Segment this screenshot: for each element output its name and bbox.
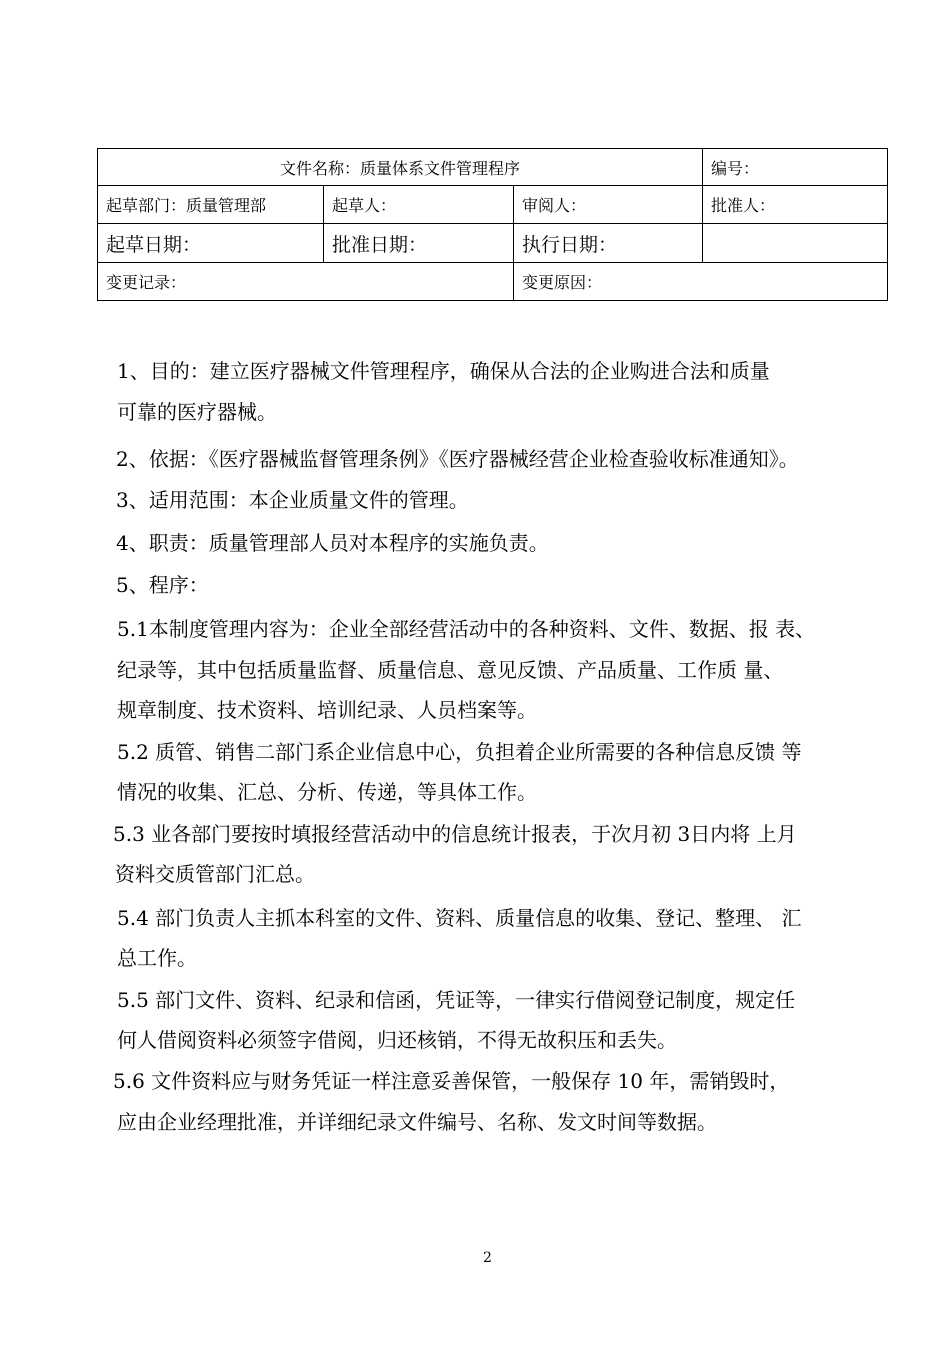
document-number-cell: 编号：: [703, 149, 888, 186]
effective-date-cell: 执行日期：: [514, 224, 703, 263]
approver-cell: 批准人：: [703, 186, 888, 224]
paragraph-line: 纪录等，其中包括质量监督、质量信息、意见反馈、产品质量、工作质 量、: [117, 658, 784, 682]
paragraph-line: 2、依据：《医疗器械监督管理条例》《医疗器械经营企业检查验收标准通知》。: [116, 447, 799, 471]
paragraph-line: 3、适用范围：本企业质量文件的管理。: [116, 488, 469, 512]
document-name-cell: 文件名称：质量体系文件管理程序: [98, 149, 703, 186]
paragraph-line: 5.4 部门负责人主抓本科室的文件、资料、质量信息的收集、登记、整理、 汇: [117, 906, 802, 930]
paragraph-line: 5.2 质管、销售二部门系企业信息中心，负担着企业所需要的各种信息反馈 等: [117, 740, 802, 764]
approval-date-cell: 批准日期：: [324, 224, 514, 263]
paragraph-line: 5.5 部门文件、资料、纪录和信函，凭证等，一律实行借阅登记制度，规定任: [117, 988, 796, 1012]
paragraph-line: 1、目的：建立医疗器械文件管理程序，确保从合法的企业购进合法和质量: [117, 359, 770, 383]
paragraph-line: 可靠的医疗器械。: [117, 400, 277, 424]
drafter-cell: 起草人：: [324, 186, 514, 224]
paragraph-line: 5、程序：: [116, 573, 209, 597]
document-header-table: [97, 148, 888, 301]
paragraph-line: 5.6 文件资料应与财务凭证一样注意妥善保管，一般保存 10 年，需销毁时，: [113, 1069, 790, 1093]
change-record-cell: 变更记录：: [98, 263, 514, 301]
paragraph-line: 5.3 业各部门要按时填报经营活动中的信息统计报表，于次月初 3日内将 上月: [113, 822, 797, 846]
page-number: 2: [483, 1250, 492, 1266]
draft-date-cell: 起草日期：: [98, 224, 324, 263]
paragraph-line: 资料交质管部门汇总。: [115, 862, 315, 886]
empty-cell: [703, 224, 888, 263]
draft-department-cell: 起草部门：质量管理部: [98, 186, 324, 224]
paragraph-line: 应由企业经理批准，并详细纪录文件编号、名称、发文时间等数据。: [117, 1110, 717, 1134]
paragraph-line: 规章制度、技术资料、培训纪录、人员档案等。: [117, 698, 537, 722]
paragraph-line: 何人借阅资料必须签字借阅，归还核销，不得无故积压和丢失。: [117, 1028, 677, 1052]
paragraph-line: 5.1本制度管理内容为：企业全部经营活动中的各种资料、文件、数据、报 表、: [117, 617, 816, 641]
change-reason-cell: 变更原因：: [514, 263, 888, 301]
paragraph-line: 4、职责：质量管理部人员对本程序的实施负责。: [116, 531, 549, 555]
paragraph-line: 情况的收集、汇总、分析、传递，等具体工作。: [117, 780, 537, 804]
paragraph-line: 总工作。: [117, 946, 197, 970]
reviewer-cell: 审阅人：: [514, 186, 703, 224]
